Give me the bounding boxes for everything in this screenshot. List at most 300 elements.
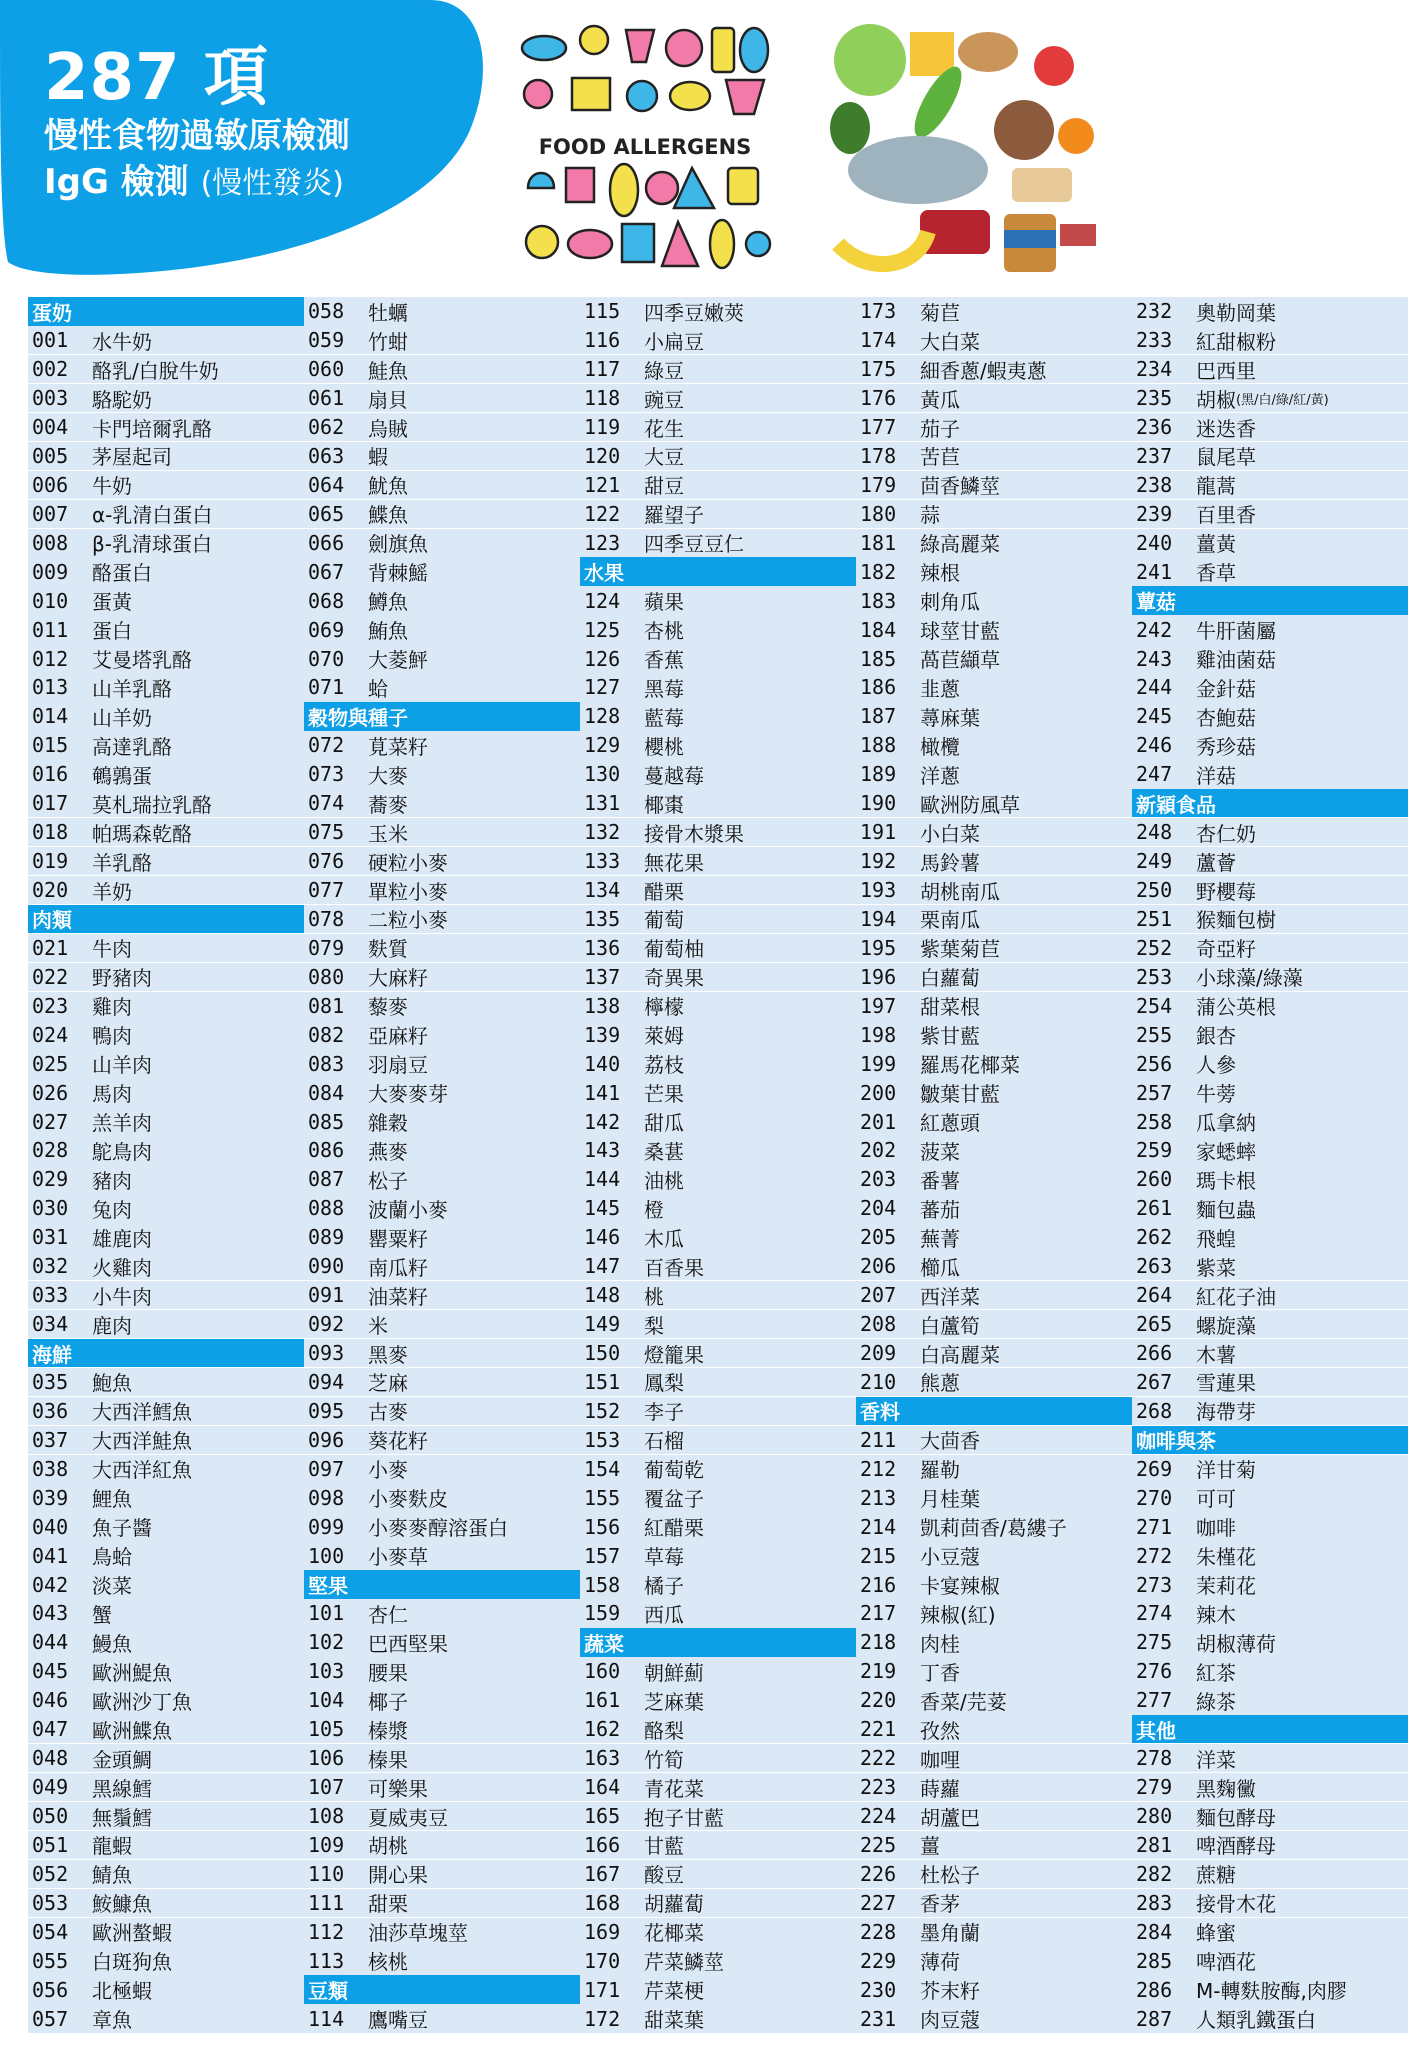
allergen-row — [580, 1975, 856, 2004]
allergen-code: 192 — [860, 849, 897, 874]
allergen-row — [1132, 673, 1408, 702]
allergen-name: 奧勒岡葉 — [1196, 300, 1276, 325]
allergen-row — [580, 1020, 856, 1049]
allergen-code: 252 — [1136, 935, 1173, 960]
allergen-name: 夏威夷豆 — [368, 1805, 448, 1830]
allergen-row — [1132, 297, 1408, 326]
allergen-code: 101 — [308, 1601, 345, 1626]
allergen-name: 啤酒酵母 — [1196, 1834, 1276, 1859]
allergen-name: 紅茶 — [1196, 1660, 1236, 1685]
allergen-name: 人類乳鐵蛋白 — [1196, 2008, 1316, 2033]
allergen-name: 高達乳酪 — [92, 734, 172, 759]
allergen-name: 香菜/芫荽 — [920, 1689, 1007, 1714]
allergen-name: 鰈魚 — [368, 503, 408, 528]
allergen-name: 莧菜籽 — [368, 734, 428, 759]
allergen-row — [856, 1802, 1132, 1831]
allergen-row — [28, 615, 304, 644]
allergen-code: 014 — [32, 704, 69, 729]
allergen-code: 097 — [308, 1456, 345, 1481]
category-header — [580, 1628, 856, 1657]
allergen-row — [28, 326, 304, 355]
allergen-code: 130 — [584, 762, 621, 787]
allergen-code: 128 — [584, 704, 621, 729]
allergen-row — [856, 1773, 1132, 1802]
allergen-row — [856, 384, 1132, 413]
allergen-row — [1132, 1397, 1408, 1426]
allergen-code: 154 — [584, 1456, 621, 1481]
allergen-name: 米 — [368, 1313, 388, 1338]
allergen-row — [28, 442, 304, 471]
allergen-row — [28, 1628, 304, 1657]
allergen-name: 竹筍 — [644, 1747, 684, 1772]
allergen-row — [1132, 1252, 1408, 1281]
category-header — [1132, 789, 1408, 818]
allergen-name: 龍蝦 — [92, 1834, 132, 1859]
allergen-row — [856, 1223, 1132, 1252]
allergen-name: 巴西堅果 — [368, 1631, 448, 1656]
allergen-name: 紫葉菊苣 — [920, 937, 1000, 962]
allergen-code: 056 — [32, 1977, 69, 2002]
allergen-name: 青花菜 — [644, 1776, 704, 1801]
allergen-row — [580, 1657, 856, 1686]
allergen-code: 268 — [1136, 1398, 1173, 1423]
allergen-row — [28, 471, 304, 500]
allergen-name: 白蘆筍 — [920, 1313, 980, 1338]
allergen-name: 紅蔥頭 — [920, 1111, 980, 1135]
allergen-code: 250 — [1136, 878, 1173, 902]
allergen-name: 紅甜椒粉 — [1196, 329, 1276, 354]
allergen-code: 027 — [32, 1109, 69, 1134]
allergen-row — [1132, 1223, 1408, 1252]
allergen-code: 066 — [308, 530, 345, 555]
allergen-code: 143 — [584, 1138, 621, 1163]
allergen-code: 255 — [1136, 1022, 1173, 1047]
allergen-name: 金針菇 — [1196, 676, 1256, 701]
allergen-row — [580, 1252, 856, 1281]
allergen-name: 蝦 — [368, 445, 388, 470]
allergen-code: 074 — [308, 791, 345, 816]
allergen-row — [304, 1281, 580, 1310]
allergen-code: 088 — [308, 1196, 345, 1221]
allergen-name: 烏賊 — [368, 416, 408, 441]
allergen-code: 256 — [1136, 1051, 1173, 1076]
allergen-name: 小麥麩皮 — [368, 1487, 448, 1512]
allergen-code: 103 — [308, 1659, 345, 1684]
allergen-row — [580, 1860, 856, 1889]
allergen-row — [580, 905, 856, 934]
allergen-code: 191 — [860, 820, 897, 845]
allergen-table — [28, 297, 1408, 2032]
allergen-row — [580, 818, 856, 847]
allergen-name: 紫菜 — [1196, 1255, 1236, 1280]
allergen-code: 259 — [1136, 1138, 1173, 1163]
allergen-code: 087 — [308, 1167, 345, 1192]
allergen-name: 朝鮮薊 — [644, 1660, 704, 1685]
allergen-name: 小白菜 — [920, 821, 980, 846]
allergen-code: 118 — [584, 386, 621, 411]
allergen-row — [580, 731, 856, 760]
allergen-name: 鮭魚 — [368, 358, 408, 383]
allergen-code: 018 — [32, 820, 69, 845]
allergen-code: 061 — [308, 386, 345, 411]
category-header — [28, 297, 304, 326]
allergen-code: 262 — [1136, 1225, 1173, 1250]
allergen-name: 瓜拿納 — [1196, 1111, 1256, 1135]
allergen-name: 蔓越莓 — [644, 763, 704, 788]
allergen-variant-note: (黑/白/綠/紅/黃) — [1236, 392, 1329, 408]
allergen-name: 金頭鯛 — [92, 1747, 152, 1772]
allergen-code: 199 — [860, 1051, 897, 1076]
allergen-row — [856, 789, 1132, 818]
allergen-code: 287 — [1136, 2006, 1173, 2031]
allergen-name: 胡椒 — [1196, 387, 1236, 412]
allergen-name: 蕁麻葉 — [920, 705, 980, 730]
allergen-row — [304, 1165, 580, 1194]
allergen-row — [1132, 471, 1408, 500]
allergen-code: 187 — [860, 704, 897, 729]
allergen-name: 馬肉 — [92, 1082, 132, 1107]
allergen-name: 小扁豆 — [644, 329, 704, 354]
allergen-name: 鮑魚 — [92, 1371, 132, 1396]
allergen-name: 巴西里 — [1196, 358, 1256, 383]
allergen-name: 油桃 — [644, 1168, 684, 1193]
allergen-row — [28, 673, 304, 702]
allergen-row — [304, 847, 580, 876]
allergen-name: 熊蔥 — [920, 1371, 960, 1396]
allergen-row — [856, 557, 1132, 586]
allergen-row — [28, 1310, 304, 1339]
allergen-code: 091 — [308, 1283, 345, 1308]
allergen-code: 224 — [860, 1804, 897, 1828]
allergen-name: 凱莉茴香/葛縷子 — [920, 1516, 1067, 1541]
allergen-row — [28, 1397, 304, 1426]
allergen-name: 紅花子油 — [1196, 1284, 1276, 1309]
allergen-code: 055 — [32, 1948, 69, 1973]
allergen-row — [304, 1860, 580, 1889]
allergen-code: 131 — [584, 791, 621, 816]
allergen-name: 酪梨 — [644, 1718, 684, 1743]
allergen-code: 028 — [32, 1138, 69, 1163]
allergen-row — [580, 442, 856, 471]
allergen-code: 164 — [584, 1775, 621, 1800]
allergen-row — [856, 586, 1132, 615]
allergen-row — [580, 1483, 856, 1512]
allergen-code: 169 — [584, 1919, 621, 1944]
allergen-name: 花生 — [644, 416, 684, 441]
allergen-code: 079 — [308, 935, 345, 960]
allergen-name: 芝麻葉 — [644, 1689, 704, 1714]
allergen-code: 283 — [1136, 1890, 1173, 1915]
allergen-code: 242 — [1136, 617, 1173, 642]
allergen-name: 木薯 — [1196, 1342, 1236, 1367]
allergen-name: 鮪魚 — [368, 619, 408, 644]
allergen-name: 苦苣 — [920, 445, 960, 470]
allergen-name: 綠高麗菜 — [920, 532, 1000, 557]
allergen-name: 球莖甘藍 — [920, 619, 1000, 644]
allergen-code: 163 — [584, 1746, 621, 1771]
allergen-code: 003 — [32, 386, 69, 411]
allergen-row — [1132, 1020, 1408, 1049]
allergen-code: 275 — [1136, 1630, 1173, 1655]
allergen-row — [580, 1686, 856, 1715]
allergen-row — [28, 1657, 304, 1686]
allergen-name: 野櫻莓 — [1196, 879, 1256, 904]
allergen-code: 282 — [1136, 1861, 1173, 1886]
allergen-row — [28, 529, 304, 558]
allergen-code: 214 — [860, 1514, 897, 1539]
allergen-code: 233 — [1136, 328, 1173, 353]
allergen-code: 062 — [308, 415, 345, 439]
allergen-code: 078 — [308, 906, 345, 931]
allergen-row — [580, 1397, 856, 1426]
allergen-code: 068 — [308, 588, 345, 613]
allergen-name: 燈籠果 — [644, 1342, 704, 1367]
allergen-name: 薄荷 — [920, 1950, 960, 1975]
allergen-code: 059 — [308, 328, 345, 353]
allergen-row — [580, 1194, 856, 1223]
allergen-name: 葡萄 — [644, 908, 684, 933]
category-label: 水果 — [584, 561, 624, 586]
allergen-code: 119 — [584, 415, 621, 439]
allergen-name: 洋蔥 — [920, 763, 960, 788]
allergen-row — [28, 2004, 304, 2033]
allergen-row — [580, 1570, 856, 1599]
allergen-name: 麩質 — [368, 937, 408, 962]
allergen-row — [856, 355, 1132, 384]
allergen-row — [1132, 1483, 1408, 1512]
allergen-row — [580, 760, 856, 789]
allergen-row — [1132, 326, 1408, 355]
allergen-row — [1132, 384, 1408, 413]
allergen-code: 245 — [1136, 704, 1173, 729]
allergen-row — [856, 1078, 1132, 1107]
allergen-code: 090 — [308, 1254, 345, 1279]
allergen-row — [856, 1194, 1132, 1223]
allergen-name: 魷魚 — [368, 474, 408, 499]
allergen-row — [1132, 1599, 1408, 1628]
allergen-name: 歐洲螯蝦 — [92, 1921, 172, 1946]
allergen-name: 鯉魚 — [92, 1487, 132, 1512]
allergen-name: 芒果 — [644, 1082, 684, 1107]
category-label: 新穎食品 — [1136, 792, 1216, 817]
allergen-name: 木瓜 — [644, 1226, 684, 1251]
allergen-name: 丁香 — [920, 1660, 960, 1685]
allergen-code: 039 — [32, 1485, 69, 1510]
allergen-row — [1132, 905, 1408, 934]
allergen-name: 杏鮑菇 — [1196, 705, 1256, 730]
allergen-code: 076 — [308, 849, 345, 874]
allergen-code: 150 — [584, 1341, 621, 1365]
allergen-name: 茴香鱗莖 — [920, 474, 1000, 499]
allergen-code: 286 — [1136, 1977, 1173, 2002]
allergen-name: 茉莉花 — [1196, 1574, 1256, 1598]
allergen-code: 249 — [1136, 849, 1173, 874]
allergen-name: 抱子甘藍 — [644, 1805, 724, 1830]
category-header — [580, 557, 856, 586]
allergen-code: 285 — [1136, 1948, 1173, 1973]
allergen-row — [28, 1889, 304, 1918]
allergen-row — [304, 1715, 580, 1744]
allergen-name: 火雞肉 — [92, 1255, 152, 1280]
allergen-name: 接骨木漿果 — [644, 821, 744, 846]
allergen-name: 黑麴黴 — [1196, 1776, 1256, 1801]
allergen-name: 魚子醬 — [92, 1516, 152, 1541]
allergen-code: 032 — [32, 1254, 69, 1279]
allergen-code: 235 — [1136, 386, 1173, 411]
allergen-name: 朱槿花 — [1196, 1545, 1256, 1570]
allergen-row — [1132, 1541, 1408, 1570]
allergen-name: α-乳清白蛋白 — [92, 503, 213, 528]
allergen-name: 椰棗 — [644, 792, 684, 817]
allergen-name: 辣根 — [920, 561, 960, 586]
allergen-row — [856, 905, 1132, 934]
allergen-row — [1132, 500, 1408, 529]
allergen-row — [856, 760, 1132, 789]
allergen-row — [856, 326, 1132, 355]
allergen-name: 細香蔥/蝦夷蔥 — [920, 358, 1047, 383]
allergen-name: 單粒小麥 — [368, 879, 448, 904]
allergen-name: 秀珍菇 — [1196, 734, 1256, 759]
allergen-row — [28, 1426, 304, 1455]
allergen-code: 216 — [860, 1572, 897, 1597]
allergen-row — [580, 1512, 856, 1541]
allergen-name: 大白菜 — [920, 329, 980, 354]
allergen-code: 212 — [860, 1456, 897, 1481]
allergen-row — [28, 557, 304, 586]
allergen-row — [304, 1512, 580, 1541]
allergen-name: 黃瓜 — [920, 387, 960, 412]
allergen-name: 杜松子 — [920, 1863, 980, 1888]
allergen-name: 人參 — [1196, 1053, 1236, 1078]
allergen-code: 197 — [860, 993, 897, 1018]
allergen-row — [580, 644, 856, 673]
allergen-code: 168 — [584, 1890, 621, 1915]
allergen-code: 209 — [860, 1341, 897, 1365]
allergen-row — [1132, 1512, 1408, 1541]
allergen-code: 089 — [308, 1225, 345, 1250]
allergen-row — [304, 1049, 580, 1078]
allergen-row — [856, 644, 1132, 673]
allergen-code: 263 — [1136, 1254, 1173, 1279]
allergen-name: 雜穀 — [368, 1111, 408, 1135]
allergen-code: 184 — [860, 617, 897, 642]
allergen-code: 198 — [860, 1022, 897, 1047]
allergen-name: 山羊肉 — [92, 1053, 152, 1078]
allergen-code: 005 — [32, 443, 69, 468]
allergen-name: 芝麻 — [368, 1371, 408, 1396]
allergen-name: 胡蘿蔔 — [644, 1892, 704, 1917]
allergen-code: 171 — [584, 1977, 621, 2002]
allergen-code: 253 — [1136, 964, 1173, 989]
allergen-code: 246 — [1136, 733, 1173, 758]
allergen-name: 白高麗菜 — [920, 1342, 1000, 1367]
allergen-name: 野豬肉 — [92, 966, 152, 991]
allergen-row — [580, 615, 856, 644]
allergen-name: 海帶芽 — [1196, 1400, 1256, 1425]
allergen-name: 芹菜鱗莖 — [644, 1950, 724, 1975]
allergen-row — [304, 644, 580, 673]
allergen-name: 胡桃南瓜 — [920, 879, 1000, 904]
allergen-row — [1132, 1455, 1408, 1484]
allergen-code: 063 — [308, 443, 345, 468]
allergen-code: 276 — [1136, 1659, 1173, 1684]
allergen-name: 南瓜籽 — [368, 1255, 428, 1280]
allergen-row — [304, 1020, 580, 1049]
allergen-name: 二粒小麥 — [368, 908, 448, 933]
allergen-code: 058 — [308, 299, 345, 324]
allergen-code: 155 — [584, 1485, 621, 1510]
allergen-code: 185 — [860, 646, 897, 671]
allergen-row — [856, 1512, 1132, 1541]
allergen-name: 雄鹿肉 — [92, 1226, 152, 1251]
allergen-code: 265 — [1136, 1312, 1173, 1337]
allergen-code: 051 — [32, 1832, 69, 1857]
allergen-row — [304, 297, 580, 326]
allergen-code: 183 — [860, 588, 897, 613]
allergen-row — [1132, 1049, 1408, 1078]
allergen-name: 麵包酵母 — [1196, 1805, 1276, 1830]
allergen-row — [580, 963, 856, 992]
allergen-code: 080 — [308, 964, 345, 989]
allergen-name: 甜菜葉 — [644, 2008, 704, 2033]
food-collage-illustration — [828, 18, 1098, 276]
allergen-row — [28, 1281, 304, 1310]
allergen-name: 蜂蜜 — [1196, 1921, 1236, 1946]
allergen-name: 洋甘菊 — [1196, 1458, 1256, 1483]
allergen-row — [580, 1368, 856, 1397]
allergen-name: 葵花籽 — [368, 1429, 428, 1454]
allergen-row — [580, 1715, 856, 1744]
allergen-code: 146 — [584, 1225, 621, 1250]
allergen-name: 孜然 — [920, 1718, 960, 1743]
allergen-code: 223 — [860, 1775, 897, 1800]
allergen-code: 023 — [32, 993, 69, 1018]
allergen-row — [1132, 1831, 1408, 1860]
allergen-name: 歐洲沙丁魚 — [92, 1689, 192, 1714]
table-column — [304, 297, 580, 2033]
allergen-row — [580, 1889, 856, 1918]
allergen-row — [1132, 1686, 1408, 1715]
allergen-code: 024 — [32, 1022, 69, 1047]
allergen-code: 098 — [308, 1485, 345, 1510]
allergen-row — [856, 1281, 1132, 1310]
allergen-row — [28, 355, 304, 384]
allergen-row — [28, 1570, 304, 1599]
allergen-name: 羅望子 — [644, 503, 704, 528]
allergen-code: 065 — [308, 501, 345, 526]
allergen-row — [304, 326, 580, 355]
allergen-code: 267 — [1136, 1369, 1173, 1394]
allergen-row — [580, 1426, 856, 1455]
allergen-name: 白蘿蔔 — [920, 966, 980, 991]
allergen-row — [580, 297, 856, 326]
allergen-name: 牛蒡 — [1196, 1082, 1236, 1107]
allergen-row — [1132, 1339, 1408, 1368]
allergen-code: 008 — [32, 530, 69, 555]
allergen-name: 綠豆 — [644, 358, 684, 383]
allergen-name: 鳥蛤 — [92, 1545, 132, 1570]
allergen-row — [856, 963, 1132, 992]
allergen-row — [28, 1946, 304, 1975]
allergen-name: 亞麻籽 — [368, 1024, 428, 1049]
allergen-code: 040 — [32, 1514, 69, 1539]
allergen-row — [1132, 760, 1408, 789]
allergen-code: 111 — [308, 1890, 345, 1915]
allergen-row — [1132, 529, 1408, 558]
allergen-row — [856, 1946, 1132, 1975]
allergen-row — [304, 1541, 580, 1570]
allergen-code: 036 — [32, 1398, 69, 1423]
